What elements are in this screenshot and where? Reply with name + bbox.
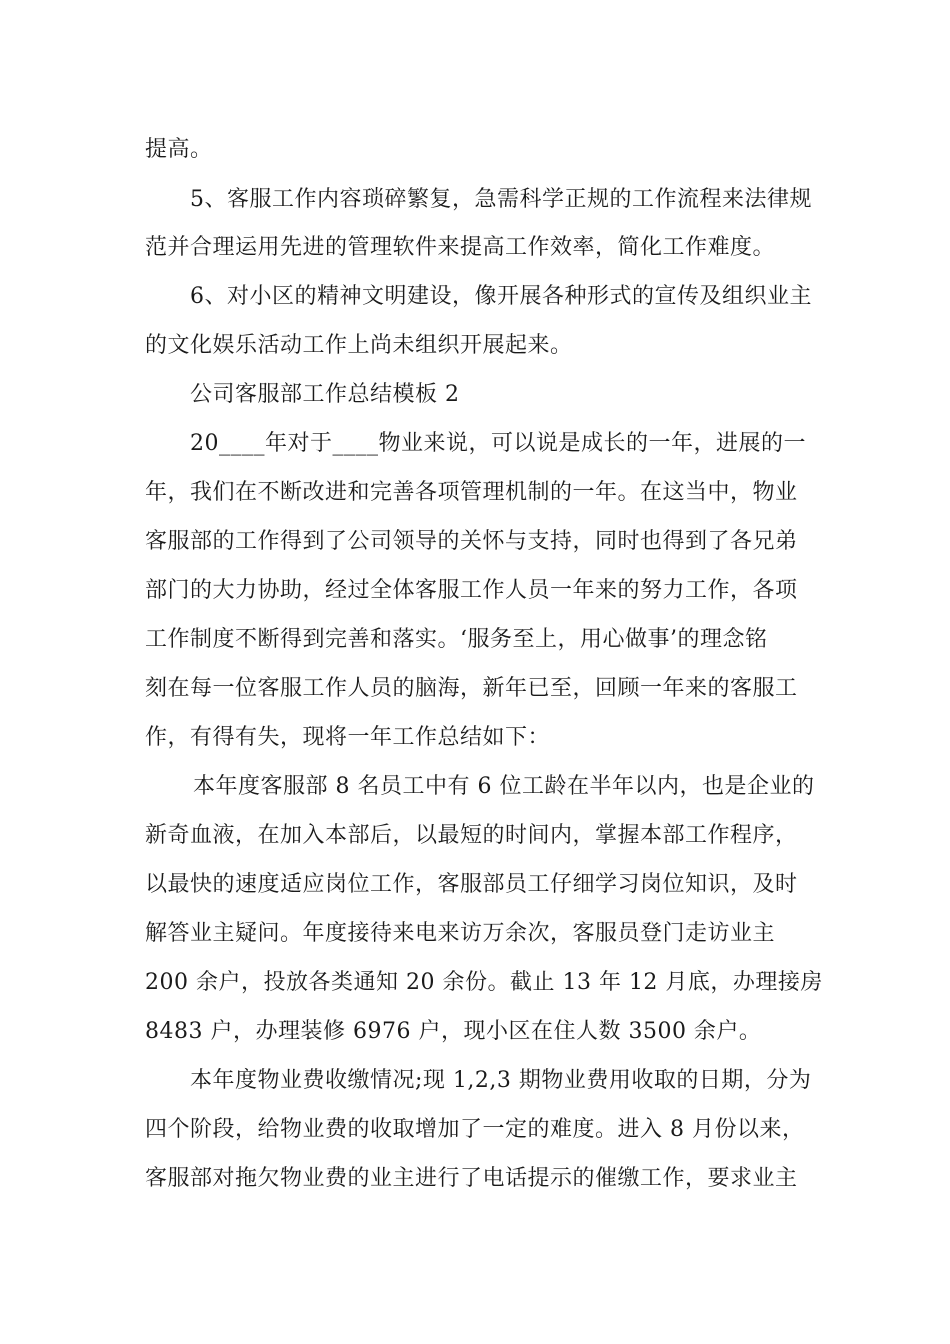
text-line: 客服部的工作得到了公司领导的关怀与支持，同时也得到了各兄弟 [145,529,798,554]
text-line: 本年度客服部 8 名员工中有 6 位工龄在半年以内，也是企业的 [193,774,815,799]
text-line: 四个阶段，给物业费的收取增加了一定的难度。进入 8 月份以来， [145,1117,805,1142]
text-line: 年，我们在不断改进和完善各项管理机制的一年。在这当中，物业 [145,480,798,505]
text-line: 以最快的速度适应岗位工作，客服部员工仔细学习岗位知识，及时 [145,872,798,897]
text-line: 20____年对于____物业来说，可以说是成长的一年，进展的一 [190,431,806,456]
text-line: 新奇血液，在加入本部后，以最短的时间内，掌握本部工作程序， [145,823,798,848]
text-line: 8483 户，办理装修 6976 户，现小区在住人数 3500 余户。 [145,1019,762,1044]
text-line: 作，有得有失，现将一年工作总结如下： [145,725,551,750]
text-line: 提高。 [145,137,213,162]
text-line: 本年度物业费收缴情况;现 1,2,3 期物业费用收取的日期，分为 [190,1068,812,1093]
text-line: 部门的大力协助，经过全体客服工作人员一年来的努力工作，各项 [145,578,798,603]
text-line: 客服部对拖欠物业费的业主进行了电话提示的催缴工作，要求业主 [145,1166,798,1191]
text-line: 解答业主疑问。年度接待来电来访万余次，客服员登门走访业主 [145,921,776,946]
text-line: 的文化娱乐活动工作上尚未组织开展起来。 [145,333,573,358]
text-line: 范并合理运用先进的管理软件来提高工作效率，简化工作难度。 [145,235,776,260]
text-line: 6、对小区的精神文明建设，像开展各种形式的宣传及组织业主 [190,284,812,309]
text-line: 工作制度不断得到完善和落实。‘服务至上，用心做事’的理念铭 [145,627,768,652]
text-line: 200 余户，投放各类通知 20 余份。截止 13 年 12 月底，办理接房 [145,970,823,995]
section-heading: 公司客服部工作总结模板 2 [190,382,460,407]
text-line: 刻在每一位客服工作人员的脑海，新年已至，回顾一年来的客服工 [145,676,798,701]
text-line: 5、客服工作内容琐碎繁复，急需科学正规的工作流程来法律规 [190,187,812,212]
